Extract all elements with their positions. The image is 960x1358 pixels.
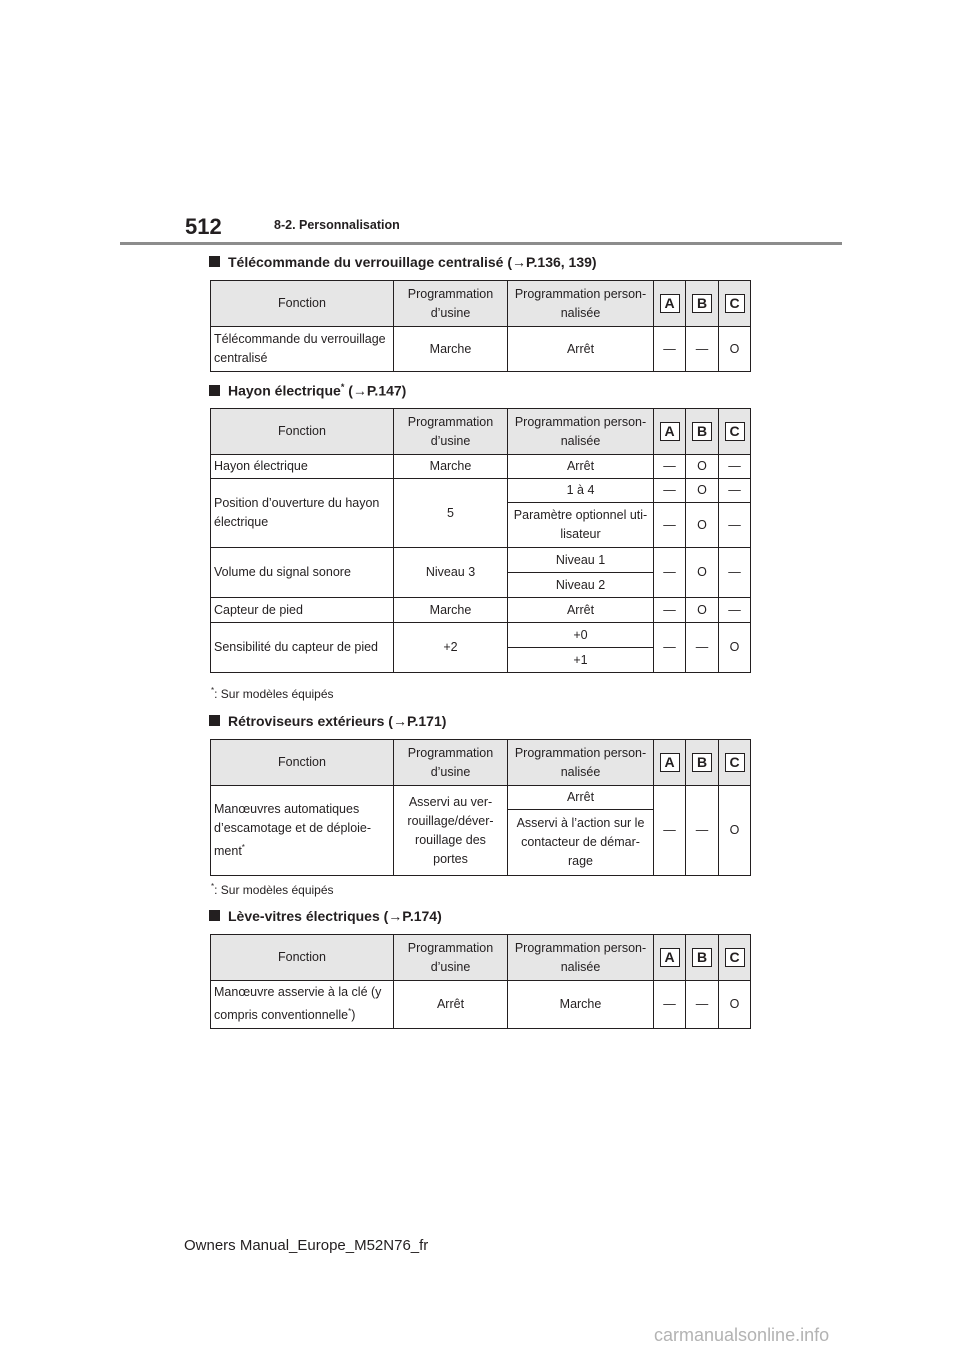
- cell-b: —: [686, 623, 719, 673]
- cell-c: O: [719, 327, 751, 372]
- cell-fonction: Volume du signal sonore: [211, 548, 394, 598]
- table-hayon: [210, 408, 751, 673]
- cell-perso: Niveau 2: [508, 573, 654, 598]
- cell-perso: Niveau 1: [508, 548, 654, 573]
- box-a: A: [660, 422, 680, 441]
- header-a: [654, 281, 686, 327]
- box-a: A: [660, 948, 680, 967]
- table-header-row: [211, 281, 751, 327]
- box-a: A: [660, 294, 680, 313]
- cell-c: —: [719, 455, 751, 479]
- cell-a: —: [654, 548, 686, 598]
- box-b: B: [692, 294, 712, 313]
- header-prog-perso: Programmation person-nalisée: [508, 935, 654, 981]
- box-c: C: [725, 294, 745, 313]
- bullet-square-icon: [209, 715, 220, 726]
- footnote-retro: [211, 882, 334, 897]
- section-title-text: Télécommande du verrouillage centralisé (→P.136, 139): [228, 254, 597, 270]
- cell-fonction-end: ): [351, 1008, 356, 1023]
- cell-a: —: [654, 623, 686, 673]
- footnote-marker: *: [348, 1007, 352, 1017]
- bullet-square-icon: [209, 385, 220, 396]
- cell-usine: Asservi au ver-rouillage/déver-rouillage des portes: [394, 786, 508, 876]
- cell-fonction: Capteur de pied: [211, 598, 394, 623]
- cell-fonction-text: Manœuvres automatiques d’escamotage et de déploie-ment: [214, 801, 372, 859]
- table-header-row: [211, 409, 751, 455]
- header-b: [686, 409, 719, 455]
- section-title-hayon: [209, 382, 406, 399]
- header-prog-usine: Programmation d’usine: [394, 740, 508, 786]
- cell-usine: Marche: [394, 327, 508, 372]
- table-row: [211, 623, 751, 648]
- header-prog-perso: Programmation person-nalisée: [508, 740, 654, 786]
- cell-usine: Marche: [394, 598, 508, 623]
- watermark[interactable]: carmanualsonline.info: [654, 1325, 830, 1345]
- section-title-retro: [209, 713, 446, 729]
- header-fonction: Fonction: [211, 409, 394, 455]
- header-prog-perso: Programmation person-nalisée: [508, 281, 654, 327]
- table-row: [211, 981, 751, 1029]
- table-row: [211, 548, 751, 573]
- cell-c: —: [719, 479, 751, 503]
- cell-perso: +1: [508, 648, 654, 673]
- section-title-vitres: [209, 908, 442, 924]
- cell-perso: Arrêt: [508, 455, 654, 479]
- header-b: [686, 935, 719, 981]
- cell-a: —: [654, 479, 686, 503]
- cell-perso: 1 à 4: [508, 479, 654, 503]
- cell-fonction: Télécommande du verrouillage centralisé: [211, 327, 394, 372]
- box-b: B: [692, 753, 712, 772]
- bullet-square-icon: [209, 256, 220, 267]
- header-prog-usine: Programmation d’usine: [394, 409, 508, 455]
- header-fonction: Fonction: [211, 740, 394, 786]
- cell-perso: Arrêt: [508, 786, 654, 810]
- cell-perso: Asservi à l’action sur le contacteur de démar-rage: [508, 810, 654, 876]
- footnote-text: : Sur modèles équipés: [214, 687, 334, 701]
- cell-b: O: [686, 455, 719, 479]
- footnote-marker: *: [241, 842, 245, 852]
- cell-b: O: [686, 479, 719, 503]
- table-telecommande: [210, 280, 751, 372]
- header-prog-perso: Programmation person-nalisée: [508, 409, 654, 455]
- cell-perso: Paramètre optionnel uti-lisateur: [508, 503, 654, 548]
- section-title-ref: (→P.147): [344, 382, 407, 399]
- table-row: [211, 479, 751, 503]
- cell-c: O: [719, 786, 751, 876]
- table-row: [211, 327, 751, 372]
- table-vitres: [210, 934, 751, 1029]
- cell-c: O: [719, 981, 751, 1029]
- cell-b: —: [686, 786, 719, 876]
- header-b: [686, 740, 719, 786]
- cell-fonction: [211, 786, 394, 876]
- header-fonction: Fonction: [211, 935, 394, 981]
- section-title-text: Hayon électrique: [228, 382, 341, 399]
- header-prog-usine: Programmation d’usine: [394, 281, 508, 327]
- table-row: [211, 786, 751, 810]
- cell-b: O: [686, 598, 719, 623]
- header-prog-usine: Programmation d’usine: [394, 935, 508, 981]
- cell-usine: Marche: [394, 455, 508, 479]
- cell-usine: +2: [394, 623, 508, 673]
- cell-perso: Marche: [508, 981, 654, 1029]
- header-c: [719, 935, 751, 981]
- cell-c: O: [719, 623, 751, 673]
- cell-usine: Arrêt: [394, 981, 508, 1029]
- table-row: [211, 455, 751, 479]
- table-header-row: [211, 935, 751, 981]
- header-c: [719, 740, 751, 786]
- footer-text: Owners Manual_Europe_M52N76_fr: [184, 1237, 429, 1254]
- header-a: [654, 740, 686, 786]
- footnote-marker: *: [340, 382, 345, 392]
- cell-fonction: Hayon électrique: [211, 455, 394, 479]
- cell-fonction: Sensibilité du capteur de pied: [211, 623, 394, 673]
- footnote-hayon: [211, 686, 334, 701]
- cell-b: O: [686, 548, 719, 598]
- cell-perso: Arrêt: [508, 598, 654, 623]
- section-title-text: Rétroviseurs extérieurs (→P.171): [228, 713, 447, 729]
- table-row: [211, 598, 751, 623]
- cell-perso: Arrêt: [508, 327, 654, 372]
- footnote-marker: *: [211, 686, 215, 695]
- box-b: B: [692, 948, 712, 967]
- box-a: A: [660, 753, 680, 772]
- footnote-marker: *: [211, 882, 215, 891]
- cell-a: —: [654, 786, 686, 876]
- header-a: [654, 409, 686, 455]
- cell-b: —: [686, 981, 719, 1029]
- header-c: [719, 281, 751, 327]
- cell-b: O: [686, 503, 719, 548]
- cell-c: —: [719, 548, 751, 598]
- box-c: C: [725, 948, 745, 967]
- cell-a: —: [654, 327, 686, 372]
- cell-a: —: [654, 598, 686, 623]
- footnote-text: : Sur modèles équipés: [214, 883, 334, 897]
- box-c: C: [725, 753, 745, 772]
- cell-fonction: [211, 981, 394, 1029]
- header-divider: [120, 242, 842, 245]
- header-b: [686, 281, 719, 327]
- box-c: C: [725, 422, 745, 441]
- page-number: 512: [185, 214, 222, 239]
- header-fonction: Fonction: [211, 281, 394, 327]
- cell-b: —: [686, 327, 719, 372]
- cell-usine: Niveau 3: [394, 548, 508, 598]
- bullet-square-icon: [209, 910, 220, 921]
- table-retro: [210, 739, 751, 876]
- cell-c: —: [719, 503, 751, 548]
- header-a: [654, 935, 686, 981]
- cell-fonction: Position d’ouverture du hayon électrique: [211, 479, 394, 548]
- section-title-text: Lève-vitres électriques (→P.174): [228, 908, 442, 924]
- cell-perso: +0: [508, 623, 654, 648]
- cell-c: —: [719, 598, 751, 623]
- header-c: [719, 409, 751, 455]
- chapter-title: 8-2. Personnalisation: [274, 218, 400, 232]
- section-title-telecommande: [209, 254, 597, 270]
- cell-fonction-text: Manœuvre asservie à la clé (y compris conventionnelle: [214, 985, 382, 1023]
- box-b: B: [692, 422, 712, 441]
- cell-a: —: [654, 981, 686, 1029]
- cell-a: —: [654, 455, 686, 479]
- table-header-row: [211, 740, 751, 786]
- cell-usine: 5: [394, 479, 508, 548]
- cell-a: —: [654, 503, 686, 548]
